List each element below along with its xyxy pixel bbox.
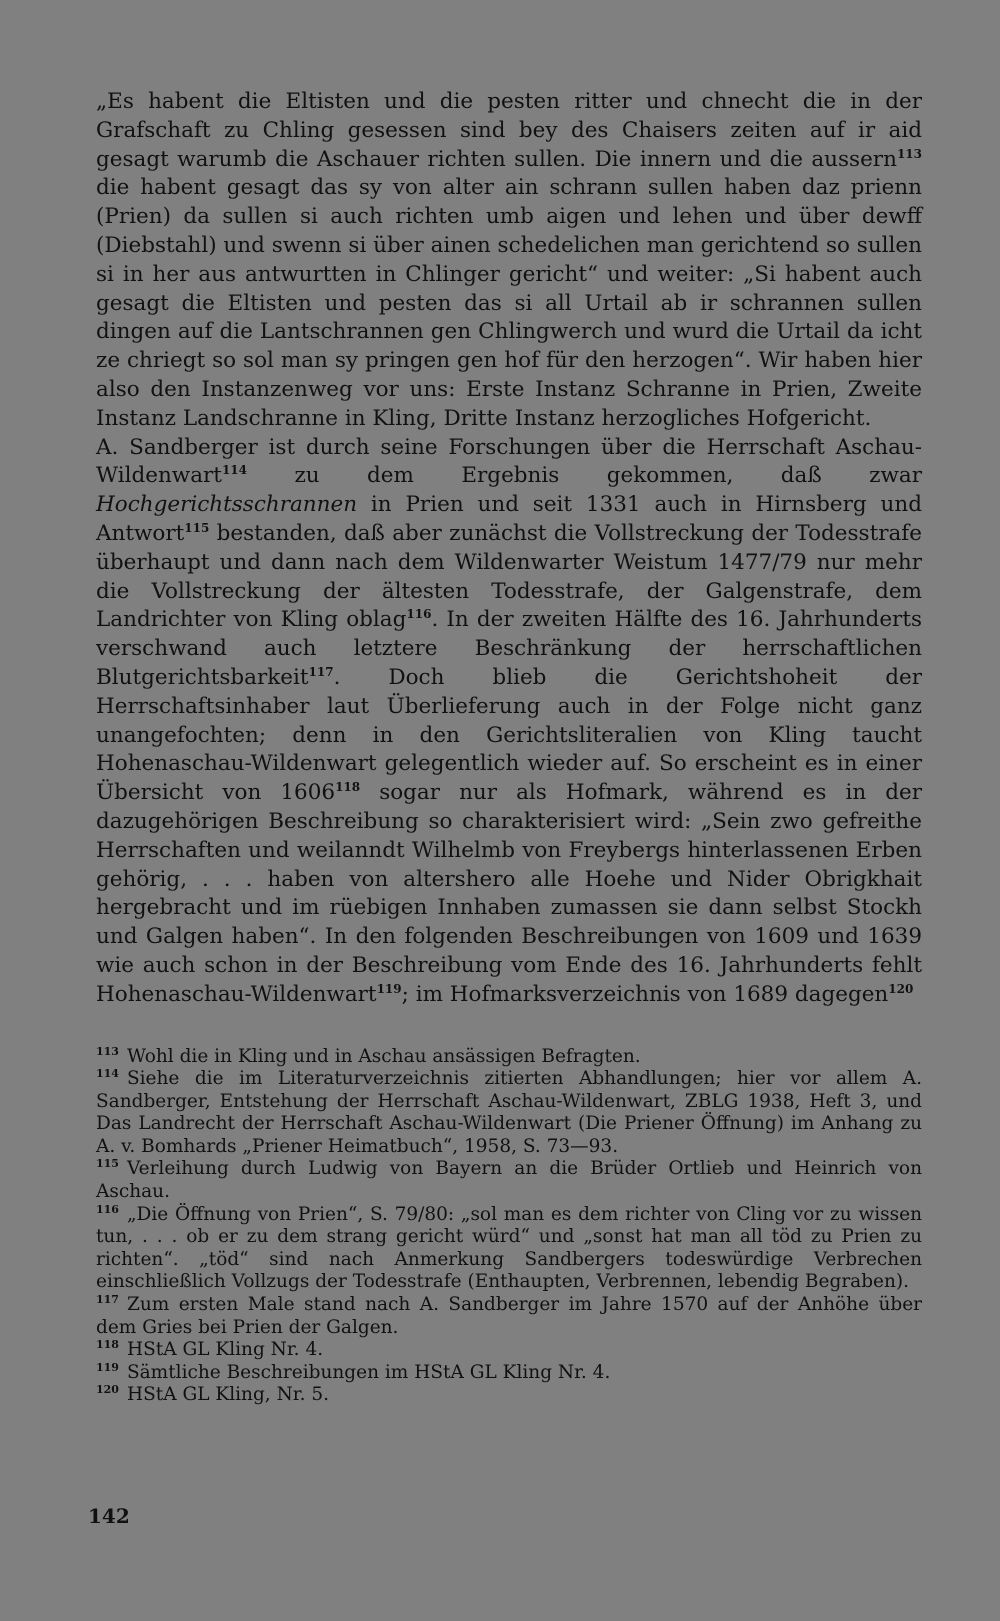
footnote-number: 119 [96,1360,119,1374]
footnote [96,1384,922,1407]
text-run: . Doch blieb die Gerichtshoheit der Herrschaftsinhaber laut Überlieferung auch in der Folge nicht ganz unangefochten; denn in den Gerichtsliteralien von Kling taucht Hohenaschau-Wildenwart gelegentlich wieder auf. So erscheint es in einer Übersicht von 1606 [96,664,922,806]
text-run: zu dem Ergebnis gekommen, daß zwar [247,463,922,489]
text-run: die habent gesagt das sy von alter ain schrann sullen haben daz prienn (Prien) da sullen si auch richten umb aigen und lehen und über dewff (Diebstahl) und swenn si über ainen schedelichen man gerichtend so sullen si in her aus antwurtten in Chlinger gericht“ und weiter: „Si habent auch gesagt die Eltisten und pesten das si all Urtail ab ir schrannen sullen dingen auf die Lantschrannen gen Chlingwerch und wurd die Urtail da icht ze chriegt so sol man sy pringen gen hof für den herzogen“. Wir haben hier also den Instanzenweg vor uns: Erste Instanz Schranne in Prien, Zweite Instanz Landschranne in Kling, Dritte Instanz herzogliches Hofgericht. [96,175,922,431]
footnote-ref-119[interactable]: 119 [376,981,402,996]
footnote-text: Zum ersten Male stand nach A. Sandberger im Jahre 1570 auf der Anhöhe über dem Gries bei Prien der Galgen. [96,1294,922,1338]
footnote-number: 118 [96,1338,119,1352]
footnote-text: Sämtliche Beschreibungen im HStA GL Kling Nr. 4. [126,1361,611,1383]
footnote [96,1339,922,1362]
footnote-text: Verleihung durch Ludwig von Bayern an die Brüder Ortlieb und Heinrich von Aschau. [96,1158,922,1203]
footnote [96,1294,922,1339]
footnote-text: Wohl die in Kling und in Aschau ansässigen Befragten. [126,1045,641,1067]
footnote-text: „Die Öffnung von Prien“, S. 79/80: „sol man es dem richter von Cling vor zu wissen tun, . . . ob er zu dem strang gericht würd“ und „sonst hat man all töd zu Prien zu richten“. „töd“ sind nach Anmerkung Sandbergers todeswürdige Verbrechen einschließlich Vollzugs der Todesstrafe (Enthaupten, Verbrennen, lebendig Begraben). [96,1203,922,1293]
footnote-text: HStA GL Kling, Nr. 5. [126,1384,329,1406]
paragraph-2 [96,434,922,1010]
footnote [96,1204,922,1294]
footnote-number: 117 [96,1293,119,1307]
footnote [96,1068,922,1158]
footnote [96,1362,922,1385]
text-run: ; im Hofmarksverzeichnis von 1689 dagegen [401,981,889,1007]
footnotes [96,1046,922,1408]
footnote-number: 113 [96,1044,119,1058]
footnote-text: HStA GL Kling Nr. 4. [126,1339,324,1361]
footnote-ref-116[interactable]: 116 [406,607,432,622]
paragraph-1 [96,88,922,434]
text-run: „Es habent die Eltisten und die pesten ritter und chnecht die in der Grafschaft zu Chling gesessen sind bey des Chaisers zeiten auf ir aid gesagt warumb die Aschauer richten sullen. Die innern und die aussern [96,89,922,172]
text-run: . In der zweiten Hälfte des 16. Jahrhunderts verschwand auch letztere Beschränkung der herrschaftlichen Blutgerichtsbarkeit [96,607,922,690]
footnote-ref-114[interactable]: 114 [221,463,248,478]
main-text [96,88,922,1010]
footnote-ref-120[interactable]: 120 [888,981,914,996]
footnote-number: 114 [96,1067,119,1081]
footnote-number: 116 [96,1202,119,1216]
footnote-ref-117[interactable]: 117 [308,664,334,679]
footnote-ref-118[interactable]: 118 [335,780,361,795]
italic-term: Hochgerichtsschrannen [96,492,358,518]
footnote-ref-115[interactable]: 115 [184,520,210,535]
page-number: 142 [88,1504,130,1528]
footnote-text: Siehe die im Literaturverzeichnis zitierten Abhandlungen; hier vor allem A. Sandberger, Entstehung der Herrschaft Aschau-Wildenwart, ZBLG 1938, Heft 3, und Das Landrecht der Herrschaft Aschau-Wildenwart (Die Priener Öffnung) im Anhang zu A. v. Bomhards „Priener Heimatbuch“, 1958, S. 73—93. [96,1068,922,1157]
footnote [96,1158,922,1203]
text-run: in Prien und seit 1331 auch in Hirnsberg und Antwort [96,492,922,546]
text-run: sogar nur als Hofmark, während es in der dazugehörigen Beschreibung so charakterisiert wird: „Sein zwo gefreithe Herrschaften und weilanndt Wilhelmb von Freybergs hinterlassenen Erben gehörig, . . . haben von altershero alle Hoehe und Nider Obrigkhait hergebracht und im rüebigen Innhaben zumassen sie dann selbst Stockh und Galgen haben“. In den folgenden Beschreibungen von 1609 und 1639 wie auch schon in der Beschreibung vom Ende des 16. Jahrhunderts fehlt Hohenaschau-Wildenwart [96,780,922,1007]
footnote-number: 120 [96,1383,119,1397]
text-run: bestanden, daß aber zunächst die Vollstreckung der Todesstrafe überhaupt und dann nach dem Wildenwarter Weistum 1477/79 nur mehr die Vollstreckung der ältesten Todesstrafe, der Galgenstrafe, dem Landrichter von Kling oblag [96,520,922,633]
footnote [96,1046,922,1069]
footnote-ref-113[interactable]: 113 [896,146,922,161]
text-run: A. Sandberger ist durch seine Forschungen über die Herrschaft Aschau-Wildenwart [96,434,922,489]
footnote-number: 115 [96,1157,119,1171]
